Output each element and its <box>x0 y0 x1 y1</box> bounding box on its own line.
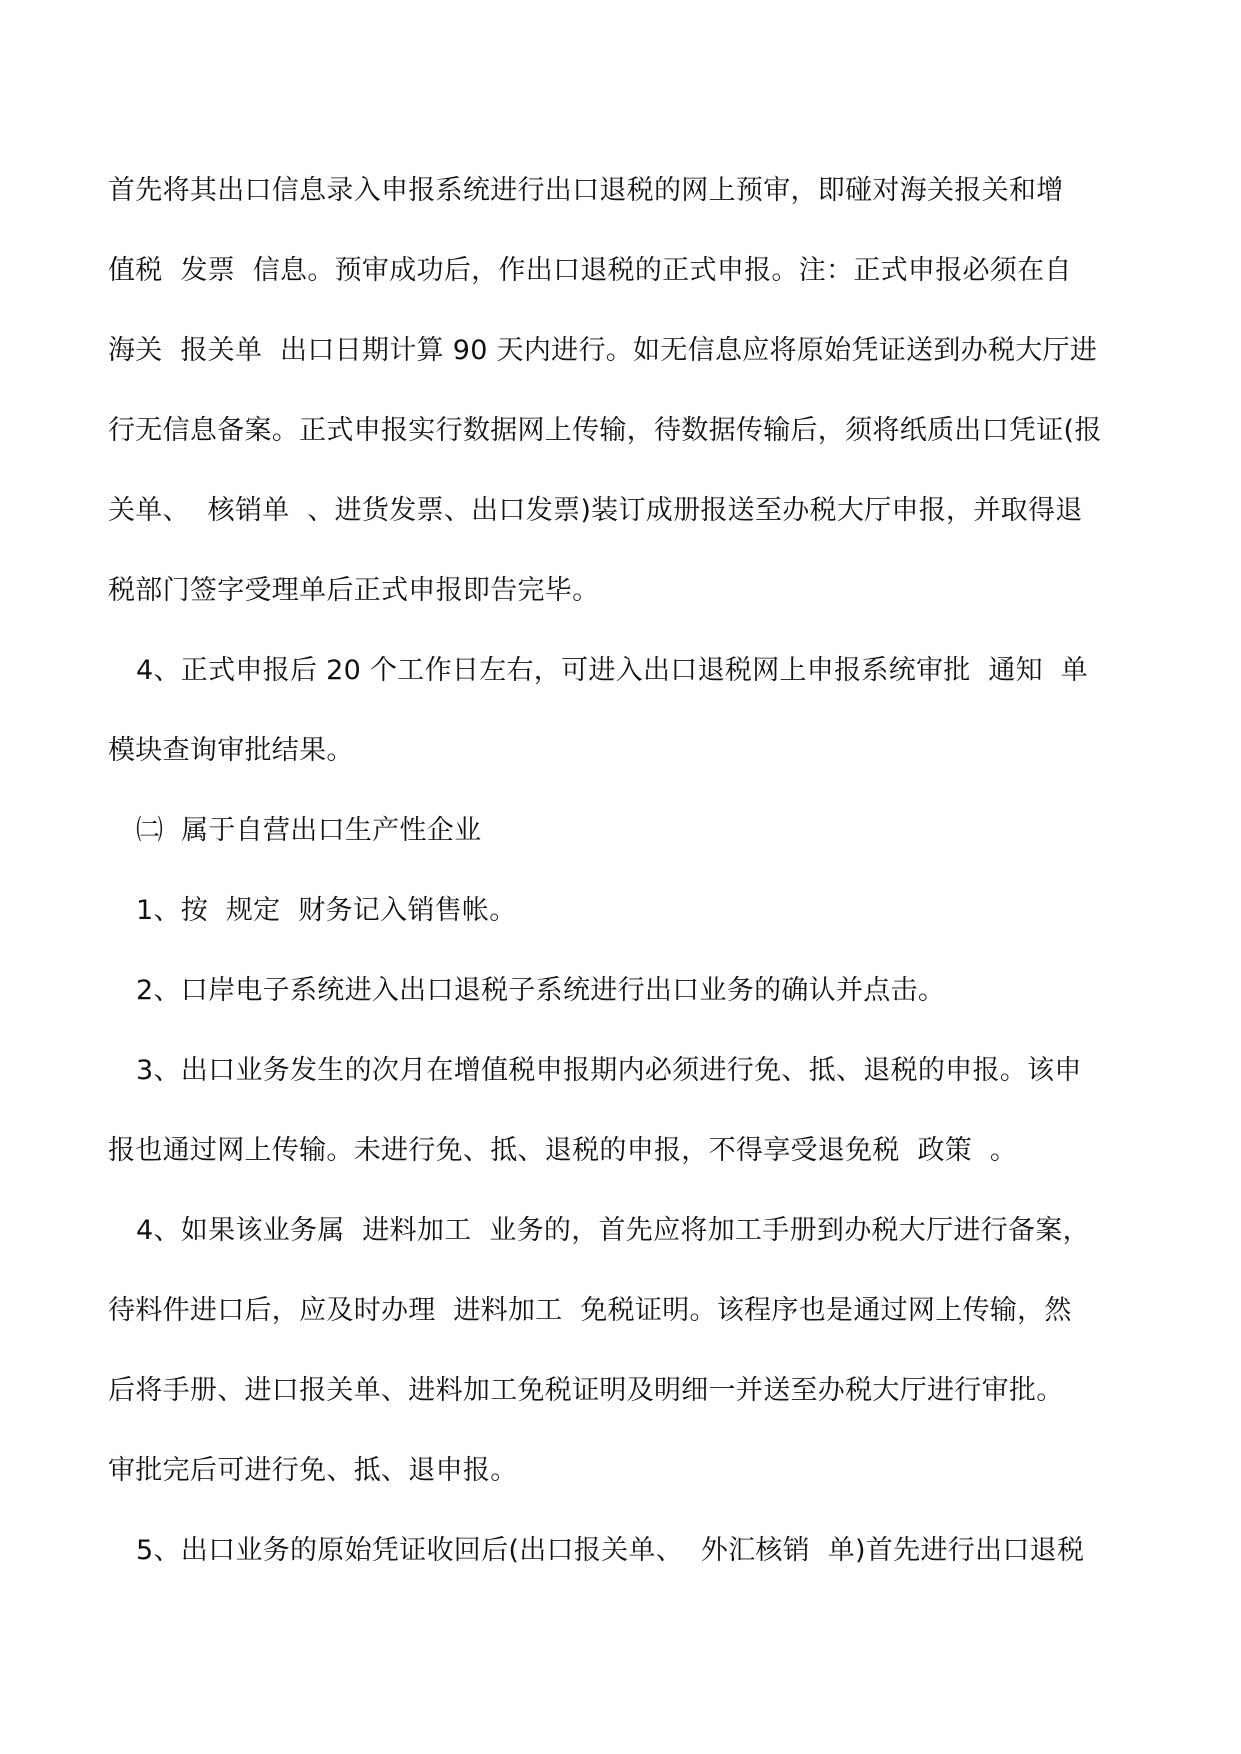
section-heading: ㈡ 属于自营出口生产性企业 <box>136 815 482 846</box>
text-line-10: 1、按 规定 财务记入销售帐。 <box>136 895 517 926</box>
text-line-13: 报也通过网上传输。未进行免、抵、退税的申报，不得享受退免税 政策 。 <box>108 1135 1018 1166</box>
text-line-1: 首先将其出口信息录入申报系统进行出口退税的网上预审，即碰对海关报关和增 <box>108 175 1064 206</box>
text-line-3: 海关 报关单 出口日期计算 90 天内进行。如无信息应将原始凭证送到办税大厅进 <box>108 335 1098 366</box>
text-line-2: 值税 发票 信息。预审成功后，作出口退税的正式申报。注：正式申报必须在自 <box>108 255 1072 286</box>
text-line-5: 关单、 核销单 、进货发票、出口发票)装订成册报送至办税大厅申报，并取得退 <box>108 495 1083 526</box>
text-line-14: 4、如果该业务属 进料加工 业务的，首先应将加工手册到办税大厅进行备案， <box>136 1215 1090 1246</box>
text-line-12: 3、出口业务发生的次月在增值税申报期内必须进行免、抵、退税的申报。该申 <box>136 1055 1082 1086</box>
text-line-11: 2、口岸电子系统进入出口退税子系统进行出口业务的确认并点击。 <box>136 975 946 1006</box>
text-line-15: 待料件进口后，应及时办理 进料加工 免税证明。该程序也是通过网上传输，然 <box>108 1295 1072 1326</box>
text-line-17: 审批完后可进行免、抵、退申报。 <box>108 1455 518 1486</box>
text-line-4: 行无信息备案。正式申报实行数据网上传输，待数据传输后，须将纸质出口凭证(报 <box>108 415 1102 446</box>
text-line-7: 4、正式申报后 20 个工作日左右，可进入出口退税网上申报系统审批 通知 单 <box>136 655 1089 686</box>
text-line-16: 后将手册、进口报关单、进料加工免税证明及明细一并送至办税大厅进行审批。 <box>108 1375 1064 1406</box>
text-line-6: 税部门签字受理单后正式申报即告完毕。 <box>108 575 600 606</box>
text-line-18: 5、出口业务的原始凭证收回后(出口报关单、 外汇核销 单)首先进行出口退税 <box>136 1535 1085 1566</box>
text-line-8: 模块查询审批结果。 <box>108 735 354 766</box>
